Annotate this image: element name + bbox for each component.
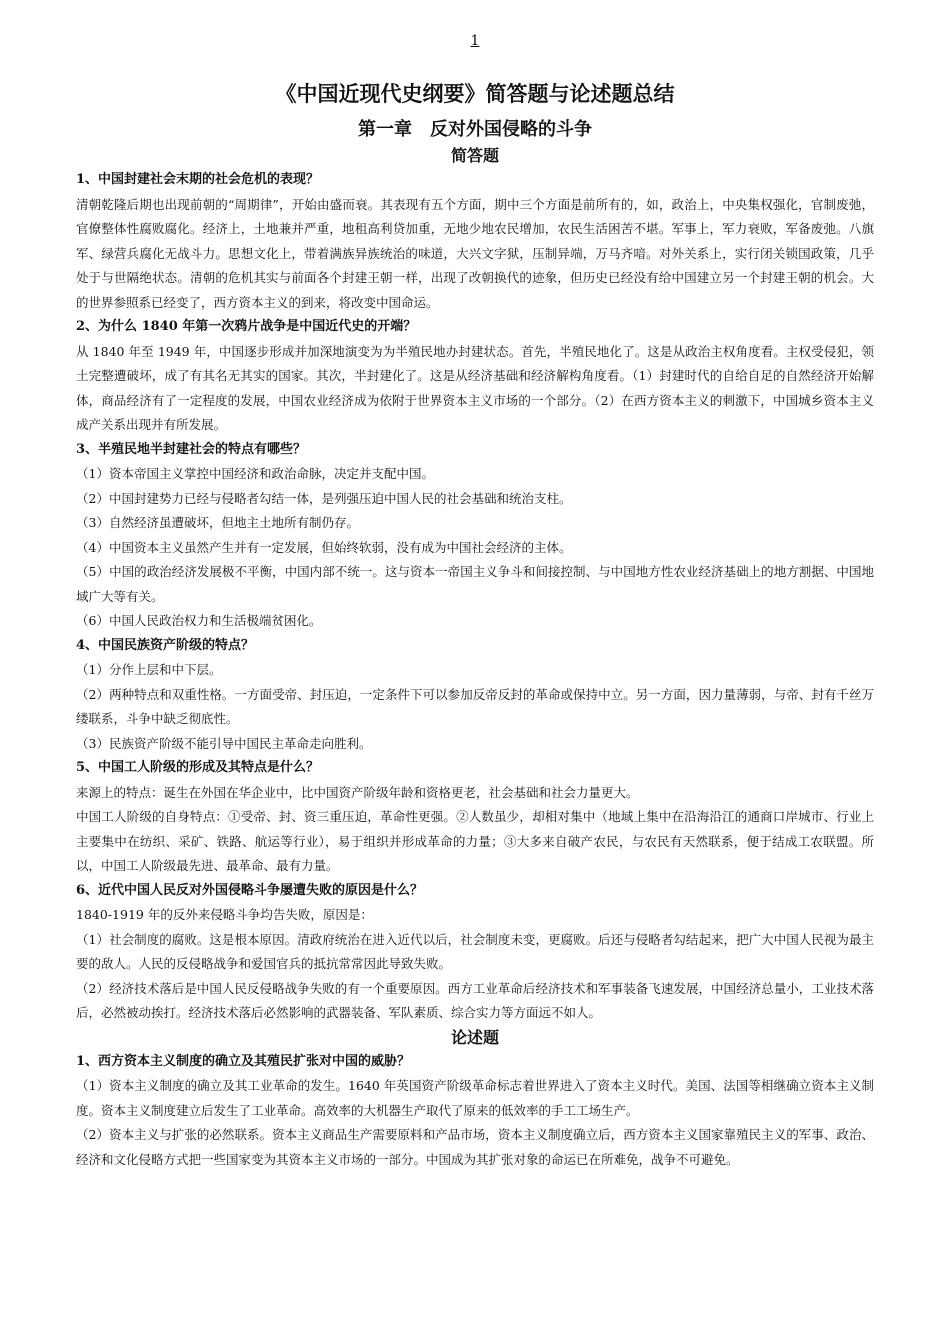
question-heading: 4、中国民族资产阶级的特点？ bbox=[76, 637, 255, 653]
answer-paragraph: （1）社会制度的腐败。这是根本原因。清政府统治在进入近代以后，社会制度未变，更腐败。后还与侵略者勾结起来，把广大中国人民视为最主要的敌人。人民的反侵略战争和爱国官兵的抵抗常常因此导致失败。 bbox=[76, 931, 874, 971]
answer-paragraph: （5）中国的政治经济发展极不平衡，中国内部不统一。这与资本一帝国主义争斗和间接控制、与中国地方性农业经济基础上的地方割据、中国地域广大等有关。 bbox=[76, 564, 874, 604]
section-title: 论述题 bbox=[450, 1027, 499, 1047]
answer-paragraph: （1）资本主义制度的确立及其工业革命的发生。1640 年英国资产阶级革命标志着世界进入了资本主义时代。美国、法国等相继确立资本主义制度。资本主义制度建立后发生了工业革命。高效率的大机器生产取代了原来的低效率的手工工场生产。 bbox=[76, 1078, 874, 1118]
answer-paragraph: 清朝乾隆后期也出现前朝的“周期律”，开始由盛而衰。其表现有五个方面，期中三个方面是前所有的，如，政治上，中央集权强化，官制废弛，官僚整体性腐败腐化。经济上，土地兼并严重，地租高利贷加重，无地少地农民增加，农民生活困苦不堪。军事上，军力衰败，军备废弛。八旗军、绿营兵腐化无战斗力。思想文化上，带着满族异族统治的味道，大兴文字狱，压制异端，万马齐喑。对外关系上，实行闭关锁国政策，几乎处于与世隔绝状态。清朝的危机其实与前面各个封建王朝一样，出现了改朝换代的迹象，但历史已经没有给中国建立另一个封建王朝的机会。大的世界参照系已经变了，西方资本主义的到来，将改变中国命运。 bbox=[76, 196, 874, 310]
answer-paragraph: （4）中国资本主义虽然产生并有一定发展，但始终软弱，没有成为中国社会经济的主体。 bbox=[76, 539, 572, 555]
question-heading: 3、半殖民地半封建社会的特点有哪些？ bbox=[76, 441, 307, 457]
document-title: 《中国近现代史纲要》简答题与论述题总结 bbox=[275, 81, 675, 106]
page-number: 1 bbox=[470, 33, 480, 49]
answer-paragraph: 中国工人阶级的自身特点：①受帝、封、资三重压迫，革命性更强。②人数虽少，却相对集中（地域上集中在沿海沿江的通商口岸城市、行业上主要集中在纺织、采矿、铁路、航运等行业），易于组织并形成革命的力量；③大多来自破产农民，与农民有天然联系，便于结成工农联盟。所以，中国工人阶级最先进、最革命、最有力量。 bbox=[76, 809, 874, 873]
answer-paragraph: （3）自然经济虽遭破坏，但地主土地所有制仍存。 bbox=[76, 515, 359, 530]
answer-paragraph: 从 1840 年至 1949 年，中国逐步形成并加深地演变为为半殖民地办封建状态。首先，半殖民地化了。这是从政治主权角度看。主权受侵犯，领土完整遭破坏，成了有其名无其实的国家。其次，半封建化了。这是从经济基础和经济解构角度看。（1）封建时代的自给自足的自然经济开始解体，商品经济有了一定程度的发展，中国农业经济成为依附于世界资本主义市场的一个部分。（2）在西方资本主义的刺激下，中国城乡资本主义成产关系出现并有所发展。 bbox=[76, 343, 874, 432]
answer-paragraph: （6）中国人民政治权力和生活极端贫困化。 bbox=[76, 613, 322, 628]
question-heading: 6、近代中国人民反对外国侵略斗争屡遭失败的原因是什么？ bbox=[76, 882, 424, 898]
question-heading: 2、为什么 1840 年第一次鸦片战争是中国近代史的开端？ bbox=[76, 319, 417, 334]
answer-paragraph: （2）两种特点和双重性格。一方面受帝、封压迫，一定条件下可以参加反帝反封的革命或保持中立。另一方面，因力量薄弱，与帝、封有千丝万缕联系，斗争中缺乏彻底性。 bbox=[76, 686, 874, 726]
answer-paragraph: 1840-1919 年的反外来侵略斗争均告失败，原因是： bbox=[76, 907, 373, 922]
answer-paragraph: （2）资本主义与扩张的必然联系。资本主义商品生产需要原料和产品市场，资本主义制度确立后，西方资本主义国家靠殖民主义的军事、政治、经济和文化侵略方式把一些国家变为其资本主义市场的一部分。中国成为其扩张对象的命运已在所难免，战争不可避免。 bbox=[76, 1127, 874, 1167]
answer-paragraph: （1）分作上层和中下层。 bbox=[76, 662, 222, 677]
answer-paragraph: （1）资本帝国主义掌控中国经济和政治命脉，决定并支配中国。 bbox=[76, 466, 434, 481]
answer-paragraph: （2）中国封建势力已经与侵略者勾结一体，是列强压迫中国人民的社会基础和统治支柱。 bbox=[76, 490, 572, 506]
document-body bbox=[76, 144, 874, 1172]
question-heading: 1、西方资本主义制度的确立及其殖民扩张对中国的威胁？ bbox=[76, 1053, 411, 1069]
answer-paragraph: （2）经济技术落后是中国人民反侵略战争失败的有一个重要原因。西方工业革命后经济技术和军事装备飞速发展，中国经济总量小，工业技术落后，必然被动挨打。经济技术落后必然影响的武器装备、军队素质、综合实力等方面远不如人。 bbox=[76, 980, 874, 1020]
question-heading: 1、中国封建社会末期的社会危机的表现？ bbox=[76, 172, 320, 187]
answer-paragraph: （3）民族资产阶级不能引导中国民主革命走向胜利。 bbox=[76, 735, 372, 751]
section-title: 简答题 bbox=[450, 146, 499, 165]
chapter-title: 第一章 反对外国侵略的斗争 bbox=[358, 119, 592, 140]
question-heading: 5、中国工人阶级的形成及其特点是什么？ bbox=[76, 760, 320, 775]
answer-paragraph: 来源上的特点：诞生在外国在华企业中，比中国资产阶级年龄和资格更老，社会基础和社会力量更大。 bbox=[76, 784, 639, 800]
